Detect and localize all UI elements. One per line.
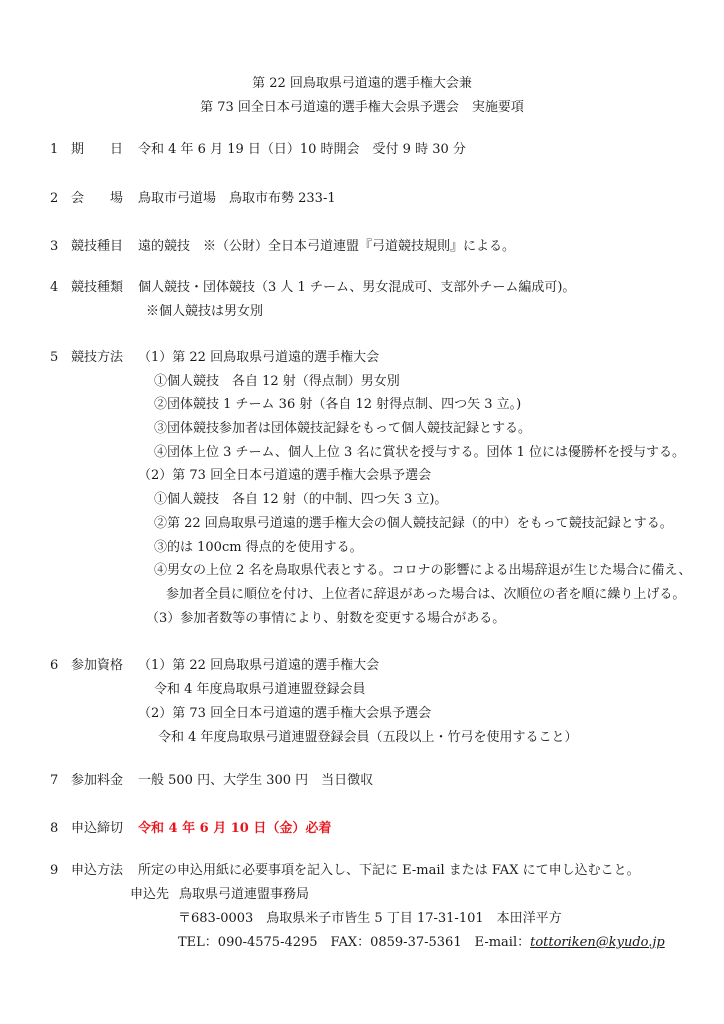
section-5-number: 5 bbox=[50, 350, 59, 365]
section-5-line: 参加者全員に順位を付け、上位者に辞退があった場合は、次順位の者を順に繰り上げる。 bbox=[166, 587, 686, 602]
section-7-number: 7 bbox=[50, 773, 59, 788]
section-4-label: 競技種類 bbox=[71, 280, 124, 295]
title-line-2: 第 73 回全日本弓道遠的選手権大会県予選会 実施要項 bbox=[200, 100, 524, 115]
section-7-label: 参加料金 bbox=[71, 773, 124, 788]
section-5-line: ②団体競技 1 チーム 36 射（各自 12 射得点制、四つ矢 3 立。) bbox=[154, 397, 522, 412]
section-5-line: （3）参加者数等の事情により、射数を変更する場合がある。 bbox=[146, 611, 506, 626]
section-3-label: 競技種目 bbox=[71, 239, 124, 254]
section-2-label: 会 場 bbox=[71, 191, 124, 206]
contact-numbers: TEL：090-4575-4295 FAX：0859-37-5361 E-mail： bbox=[178, 935, 531, 950]
section-6-line: 令和 4 年度鳥取県弓道連盟登録会員（五段以上・竹弓を使用すること） bbox=[158, 730, 578, 745]
section-6-label: 参加資格 bbox=[71, 658, 124, 673]
section-6-line: （2）第 73 回全日本弓道遠的選手権大会県予選会 bbox=[138, 706, 432, 721]
email-link[interactable]: tottoriken@kyudo.jp bbox=[530, 935, 665, 950]
section-4-number: 4 bbox=[50, 280, 59, 295]
section-5-label: 競技方法 bbox=[71, 350, 124, 365]
section-5-line: ③団体競技参加者は団体競技記録をもって個人競技記録とする。 bbox=[154, 421, 532, 436]
section-6-line: （1）第 22 回鳥取県弓道遠的選手権大会 bbox=[138, 658, 380, 673]
section-7-text: 一般 500 円、大学生 300 円 当日徴収 bbox=[138, 773, 374, 788]
section-1-text: 令和 4 年 6 月 19 日（日）10 時開会 受付 9 時 30 分 bbox=[138, 142, 466, 157]
section-9-number: 9 bbox=[50, 863, 59, 878]
contact-line bbox=[178, 936, 665, 949]
section-8-label: 申込締切 bbox=[71, 821, 124, 836]
destination-name: 鳥取県弓道連盟事務局 bbox=[179, 887, 310, 902]
section-1-number: 1 bbox=[50, 142, 59, 157]
deadline-text: 令和 4 年 6 月 10 日（金）必着 bbox=[138, 821, 332, 836]
section-6-number: 6 bbox=[50, 658, 59, 673]
section-5-line: ④団体上位 3 チーム、個人上位 3 名に賞状を授与する。団体 1 位には優勝杯を授与する。 bbox=[154, 445, 685, 460]
section-9-label: 申込方法 bbox=[71, 863, 124, 878]
section-6-line: 令和 4 年度鳥取県弓道連盟登録会員 bbox=[154, 682, 366, 697]
section-5-line: ①個人競技 各自 12 射（的中制、四つ矢 3 立)。 bbox=[154, 492, 448, 507]
destination-label: 申込先 bbox=[130, 887, 170, 902]
section-4-note: ※個人競技は男女別 bbox=[146, 304, 264, 319]
section-5-line: ②第 22 回鳥取県弓道遠的選手権大会の個人競技記録（的中）をもって競技記録とする。 bbox=[154, 516, 673, 531]
section-2-number: 2 bbox=[50, 191, 59, 206]
address: 〒683-0003 鳥取県米子市皆生 5 丁目 17-31-101 本田洋平方 bbox=[178, 911, 562, 926]
section-2-text: 鳥取市弓道場 鳥取市布勢 233-1 bbox=[138, 191, 336, 206]
section-5-line: （1）第 22 回鳥取県弓道遠的選手権大会 bbox=[138, 350, 380, 365]
section-9-text: 所定の申込用紙に必要事項を記入し、下記に E-mail または FAX にて申し込むこと。 bbox=[138, 863, 640, 878]
section-5-line: ④男女の上位 2 名を鳥取県代表とする。コロナの影響による出場辞退が生じた場合に備え、 bbox=[154, 563, 692, 578]
section-3-text: 遠的競技 ※（公財）全日本弓道連盟『弓道競技規則』による。 bbox=[138, 239, 516, 254]
section-5-line: ①個人競技 各自 12 射（得点制）男女別 bbox=[154, 374, 400, 389]
section-5-line: （2）第 73 回全日本弓道遠的選手権大会県予選会 bbox=[138, 468, 432, 483]
section-1-label: 期 日 bbox=[71, 142, 124, 157]
title-line-1: 第 22 回鳥取県弓道遠的選手権大会兼 bbox=[252, 76, 472, 91]
section-5-line: ③的は 100cm 得点的を使用する。 bbox=[154, 540, 363, 555]
section-3-number: 3 bbox=[50, 239, 59, 254]
section-8-number: 8 bbox=[50, 821, 59, 836]
section-4-text: 個人競技・団体競技（3 人 1 チーム、男女混成可、支部外チーム編成可)。 bbox=[138, 280, 576, 295]
